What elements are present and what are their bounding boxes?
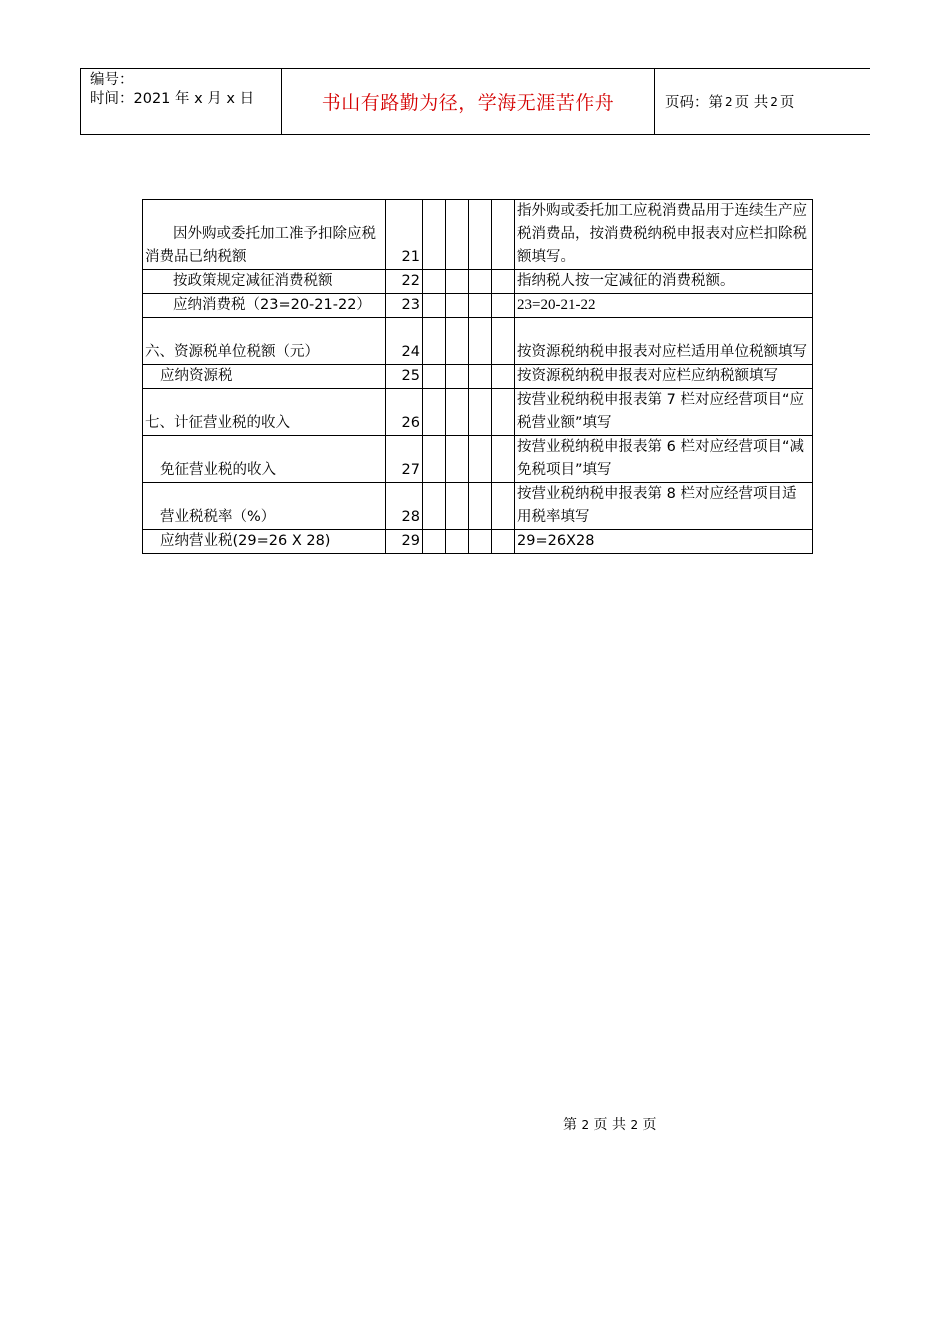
- empty-cell: [423, 365, 446, 389]
- empty-cell: [423, 270, 446, 294]
- empty-cell: [423, 436, 446, 483]
- table-row: [143, 270, 813, 294]
- footer-prefix: 第: [563, 1117, 577, 1133]
- empty-cell: [446, 270, 469, 294]
- table-row: [143, 200, 813, 270]
- row-number: 23: [386, 294, 423, 318]
- table-row: [143, 294, 813, 318]
- empty-cell: [469, 530, 492, 554]
- empty-cell: [423, 483, 446, 530]
- document-header: [80, 68, 870, 135]
- row-description: 23=20-21-22: [515, 294, 813, 318]
- table-row: [143, 483, 813, 530]
- empty-cell: [446, 436, 469, 483]
- empty-cell: [423, 294, 446, 318]
- row-name: 应纳消费税（23=20-21-22）: [143, 294, 386, 318]
- empty-cell: [446, 200, 469, 270]
- page-suffix: 页: [779, 95, 795, 111]
- footer-suffix: 页: [642, 1117, 657, 1133]
- empty-cell: [446, 530, 469, 554]
- empty-cell: [423, 389, 446, 436]
- table-row: [143, 530, 813, 554]
- row-number: 25: [386, 365, 423, 389]
- header-page-info: [655, 69, 870, 134]
- footer-total: 2: [630, 1118, 639, 1132]
- header-meta: [81, 69, 282, 134]
- empty-cell: [423, 318, 446, 365]
- row-number: 27: [386, 436, 423, 483]
- empty-cell: [469, 365, 492, 389]
- row-description: 按营业税纳税申报表第 7 栏对应经营项目“应税营业额”填写: [515, 389, 813, 436]
- row-description: 按资源税纳税申报表对应栏应纳税额填写: [515, 365, 813, 389]
- page-mid: 页 共: [734, 95, 769, 111]
- empty-cell: [469, 436, 492, 483]
- row-name: 应纳营业税(29=26 X 28): [143, 530, 386, 554]
- header-motto: 书山有路勤为径，学海无涯苦作舟: [282, 69, 655, 134]
- empty-cell: [492, 389, 515, 436]
- empty-cell: [492, 365, 515, 389]
- row-description: 按营业税纳税申报表第 8 栏对应经营项目适用税率填写: [515, 483, 813, 530]
- empty-cell: [423, 530, 446, 554]
- empty-cell: [492, 294, 515, 318]
- page-total: 2: [770, 94, 778, 109]
- empty-cell: [469, 200, 492, 270]
- row-name: 六、资源税单位税额（元）: [143, 318, 386, 365]
- footer-mid: 页 共: [593, 1117, 626, 1133]
- empty-cell: [492, 530, 515, 554]
- date-label: 时间：2021 年 x 月 x 日: [90, 91, 255, 107]
- row-name: 营业税税率（%）: [143, 483, 386, 530]
- row-description: 指纳税人按一定减征的消费税额。: [515, 270, 813, 294]
- empty-cell: [492, 483, 515, 530]
- footer-current: 2: [581, 1118, 590, 1132]
- table-row: [143, 389, 813, 436]
- empty-cell: [446, 294, 469, 318]
- empty-cell: [423, 200, 446, 270]
- row-name: 应纳资源税: [143, 365, 386, 389]
- table-row: [143, 318, 813, 365]
- row-name: 七、计征营业税的收入: [143, 389, 386, 436]
- row-number: 22: [386, 270, 423, 294]
- page-current: 2: [725, 94, 733, 109]
- empty-cell: [446, 318, 469, 365]
- row-name: 因外购或委托加工准予扣除应税消费品已纳税额: [143, 200, 386, 270]
- page-footer: [563, 1114, 657, 1134]
- row-number: 29: [386, 530, 423, 554]
- empty-cell: [492, 270, 515, 294]
- empty-cell: [492, 318, 515, 365]
- table-row: [143, 436, 813, 483]
- empty-cell: [469, 389, 492, 436]
- empty-cell: [469, 483, 492, 530]
- row-number: 28: [386, 483, 423, 530]
- empty-cell: [492, 200, 515, 270]
- row-name: 免征营业税的收入: [143, 436, 386, 483]
- empty-cell: [446, 365, 469, 389]
- empty-cell: [469, 318, 492, 365]
- row-name: 按政策规定减征消费税额: [143, 270, 386, 294]
- page-prefix: 页码：第: [665, 95, 723, 111]
- row-number: 21: [386, 200, 423, 270]
- empty-cell: [446, 389, 469, 436]
- row-number: 26: [386, 389, 423, 436]
- empty-cell: [469, 294, 492, 318]
- tax-table: [142, 199, 813, 554]
- empty-cell: [446, 483, 469, 530]
- row-number: 24: [386, 318, 423, 365]
- row-description: 指外购或委托加工应税消费品用于连续生产应税消费品，按消费税纳税申报表对应栏扣除税额填写。: [515, 200, 813, 270]
- row-description: 按资源税纳税申报表对应栏适用单位税额填写: [515, 318, 813, 365]
- row-description: 29=26X28: [515, 530, 813, 554]
- empty-cell: [469, 270, 492, 294]
- table-row: [143, 365, 813, 389]
- empty-cell: [492, 436, 515, 483]
- row-description: 按营业税纳税申报表第 6 栏对应经营项目“减免税项目”填写: [515, 436, 813, 483]
- serial-number-label: 编号：: [90, 72, 134, 88]
